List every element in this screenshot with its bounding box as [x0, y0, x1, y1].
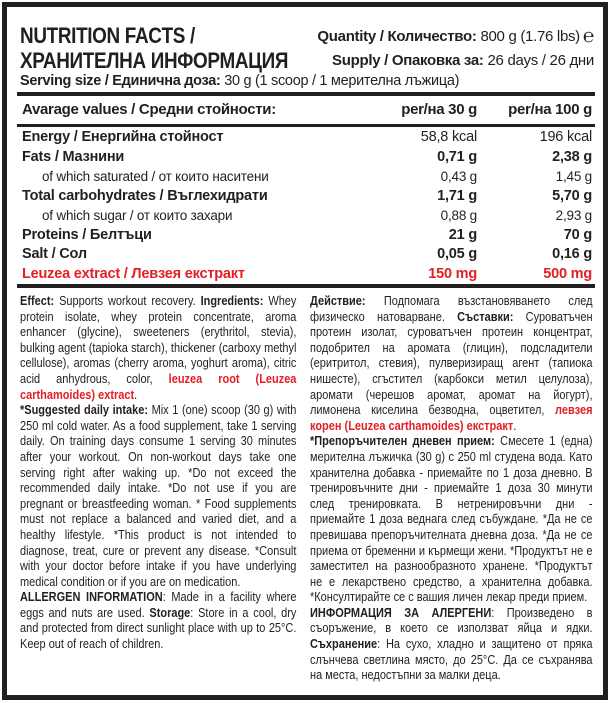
row-value-100: 500 mg	[543, 265, 592, 282]
row-value-30: 58,8 kcal	[420, 129, 477, 145]
effect-ingredients-paragraph-en: Effect: Supports workout recovery. Ingredients: Whey protein isolate, whey protein concentrate, aroma enhancer (glycine), sweeteners (erythritol, stevia), bulking agent (tapioka starch), thickener (carboxy methyl cellulose), aromas (cherry aroma, yoghurt aroma), citric acid anhydrous, color, leuzea root (Leuzea carthamoides) extract.	[20, 294, 297, 402]
page-title	[20, 23, 339, 73]
quantity-value: 800 g (1.76 lbs)	[476, 28, 580, 45]
row-value-30: 150 mg	[428, 265, 477, 282]
row-value-100: 5,70 g	[552, 187, 592, 204]
row-value-30: 0,88 g	[440, 208, 477, 223]
serving-size-value: 30 g (1 scoop / 1 мерителна лъжица)	[220, 73, 460, 89]
quantity-label: Quantity / Количество:	[317, 28, 477, 45]
row-value-100: 2,93 g	[555, 208, 592, 223]
table-header	[20, 98, 594, 122]
text-column-bulgarian	[310, 294, 593, 684]
row-value-30: 0,05 g	[437, 246, 477, 262]
table-row-sugar	[20, 206, 594, 226]
supply-value: 26 days / 26 дни	[483, 52, 594, 69]
table-header-per30: per/на 30 g	[401, 101, 477, 118]
title-line-en: NUTRITION FACTS /	[20, 23, 195, 48]
allergen-storage-paragraph-bg: ИНФОРМАЦИЯ ЗА АЛЕРГЕНИ: Произведено в съоръжение, в което се използват яйца и ядки. Съхранение: На сухо, хладно и защитено от пряка слънчева светлина място, до 25°C. Да се съхранява на места, недостъпни за малки деца.	[310, 605, 593, 683]
row-label: of which saturated / от които наситени	[42, 169, 269, 184]
divider-rule-header	[17, 124, 595, 127]
table-row-proteins	[20, 226, 594, 246]
row-value-100: 2,38 g	[552, 148, 592, 165]
quantity-row	[317, 25, 594, 49]
serving-size-row	[20, 73, 459, 89]
row-label: of which sugar / от които захари	[42, 208, 233, 223]
row-value-100: 70 g	[563, 226, 592, 243]
table-row-salt	[20, 245, 594, 265]
divider-rule-top	[17, 92, 595, 96]
row-value-30: 0,43 g	[440, 169, 477, 184]
row-label: Total carbohydrates / Въглехидрати	[22, 187, 268, 204]
supply-label: Supply / Опаковка за:	[332, 52, 484, 69]
row-label: Salt / Сол	[22, 246, 87, 262]
row-label: Proteins / Белтъци	[22, 226, 152, 243]
table-row-saturated	[20, 167, 594, 187]
row-value-100: 1,45 g	[555, 169, 592, 184]
effect-ingredients-paragraph-bg: Действие: Подпомага възстановяването след физическо натоварване. Съставки: Суроватъчен протеин изолат, суроватъчен протеин концентрат, подобрител на аромата (глицин), подсладители (еритритол, стевия), пулверизиращ агент (тапиока нишесте), сгъстител (карбокси метил целулоза), аромати (черешов аромат, аромат на йогурт), лимонена киселина безводна, оцветител, левзея корен (Leuzea carthamoides) екстракт.	[310, 294, 593, 433]
row-value-100: 0,16 g	[552, 246, 592, 262]
supply-row	[317, 49, 594, 73]
row-value-30: 1,71 g	[437, 187, 477, 204]
text-column-english	[20, 294, 296, 653]
serving-size-label: Serving size / Единична доза:	[20, 73, 221, 89]
row-value-30: 21 g	[448, 226, 477, 243]
table-header-values-label: Avarage values / Средни стойности:	[22, 101, 276, 118]
estimated-sign-icon: ℮	[582, 26, 594, 47]
daily-intake-paragraph-en: *Suggested daily intake: Mix 1 (one) scoop (30 g) with 250 ml cold water. As a food supplement, take 1 serving daily. On training days consume 1 serving 30 minutes after your workout. On non-workout days take one serving right after waking up. *Do not exceed the recommended daily intake. *Do not use if you are pregnant or breastfeeding woman. * Food supplements must not replace a balanced and varied diet, and a healthy lifestyle. *This product is not intended to diagnose, treat, cure or prevent any disease. *Consult with your doctor before intake if you have underlying medical condition or if you are on medication.	[20, 403, 297, 589]
daily-intake-paragraph-bg: *Препоръчителен дневен прием: Смесете 1 (една) мерителна лъжичка (30 g) с 250 ml студена вода. Като хранителна добавка - приемайте по 1 доза дневно. В тренировъчните дни - приемайте 1 доза 30 минути след тренировката. В нетренировъчни дни - приемайте 1 доза веднага след събуждане. *Да не се превишава препоръчителната дневна доза. *Да не се приема от бременни и кърмещи жени. *Продуктът не е заместител на разнообразното хранене. *Продуктът не е лекарствено средство, а хранителна добавка. *Консултирайте се с вашия личен лекар преди прием.	[310, 434, 593, 605]
title-line-bg: ХРАНИТЕЛНА ИНФОРМАЦИЯ	[20, 48, 289, 73]
row-label: Energy / Енергийна стойност	[22, 129, 224, 145]
row-label: Leuzea extract / Левзея екстракт	[22, 265, 245, 282]
nutrition-table	[20, 128, 594, 284]
table-row-energy	[20, 128, 594, 148]
table-row-carbohydrates	[20, 187, 594, 207]
table-row-fats	[20, 148, 594, 168]
quantity-supply-block	[317, 25, 594, 73]
table-header-per100: per/на 100 g	[508, 101, 592, 118]
table-row-leuzea-extract	[20, 265, 594, 285]
row-value-100: 196 kcal	[539, 129, 592, 145]
allergen-storage-paragraph-en: ALLERGEN INFORMATION: Made in a facility where eggs and nuts are used. Storage: Store in a cool, dry and protected from direct sunlight place with up to 25°C. Keep out of reach of children.	[20, 590, 297, 652]
divider-rule-bottom	[17, 284, 595, 288]
row-label: Fats / Мазнини	[22, 148, 125, 165]
row-value-30: 0,71 g	[437, 148, 477, 165]
